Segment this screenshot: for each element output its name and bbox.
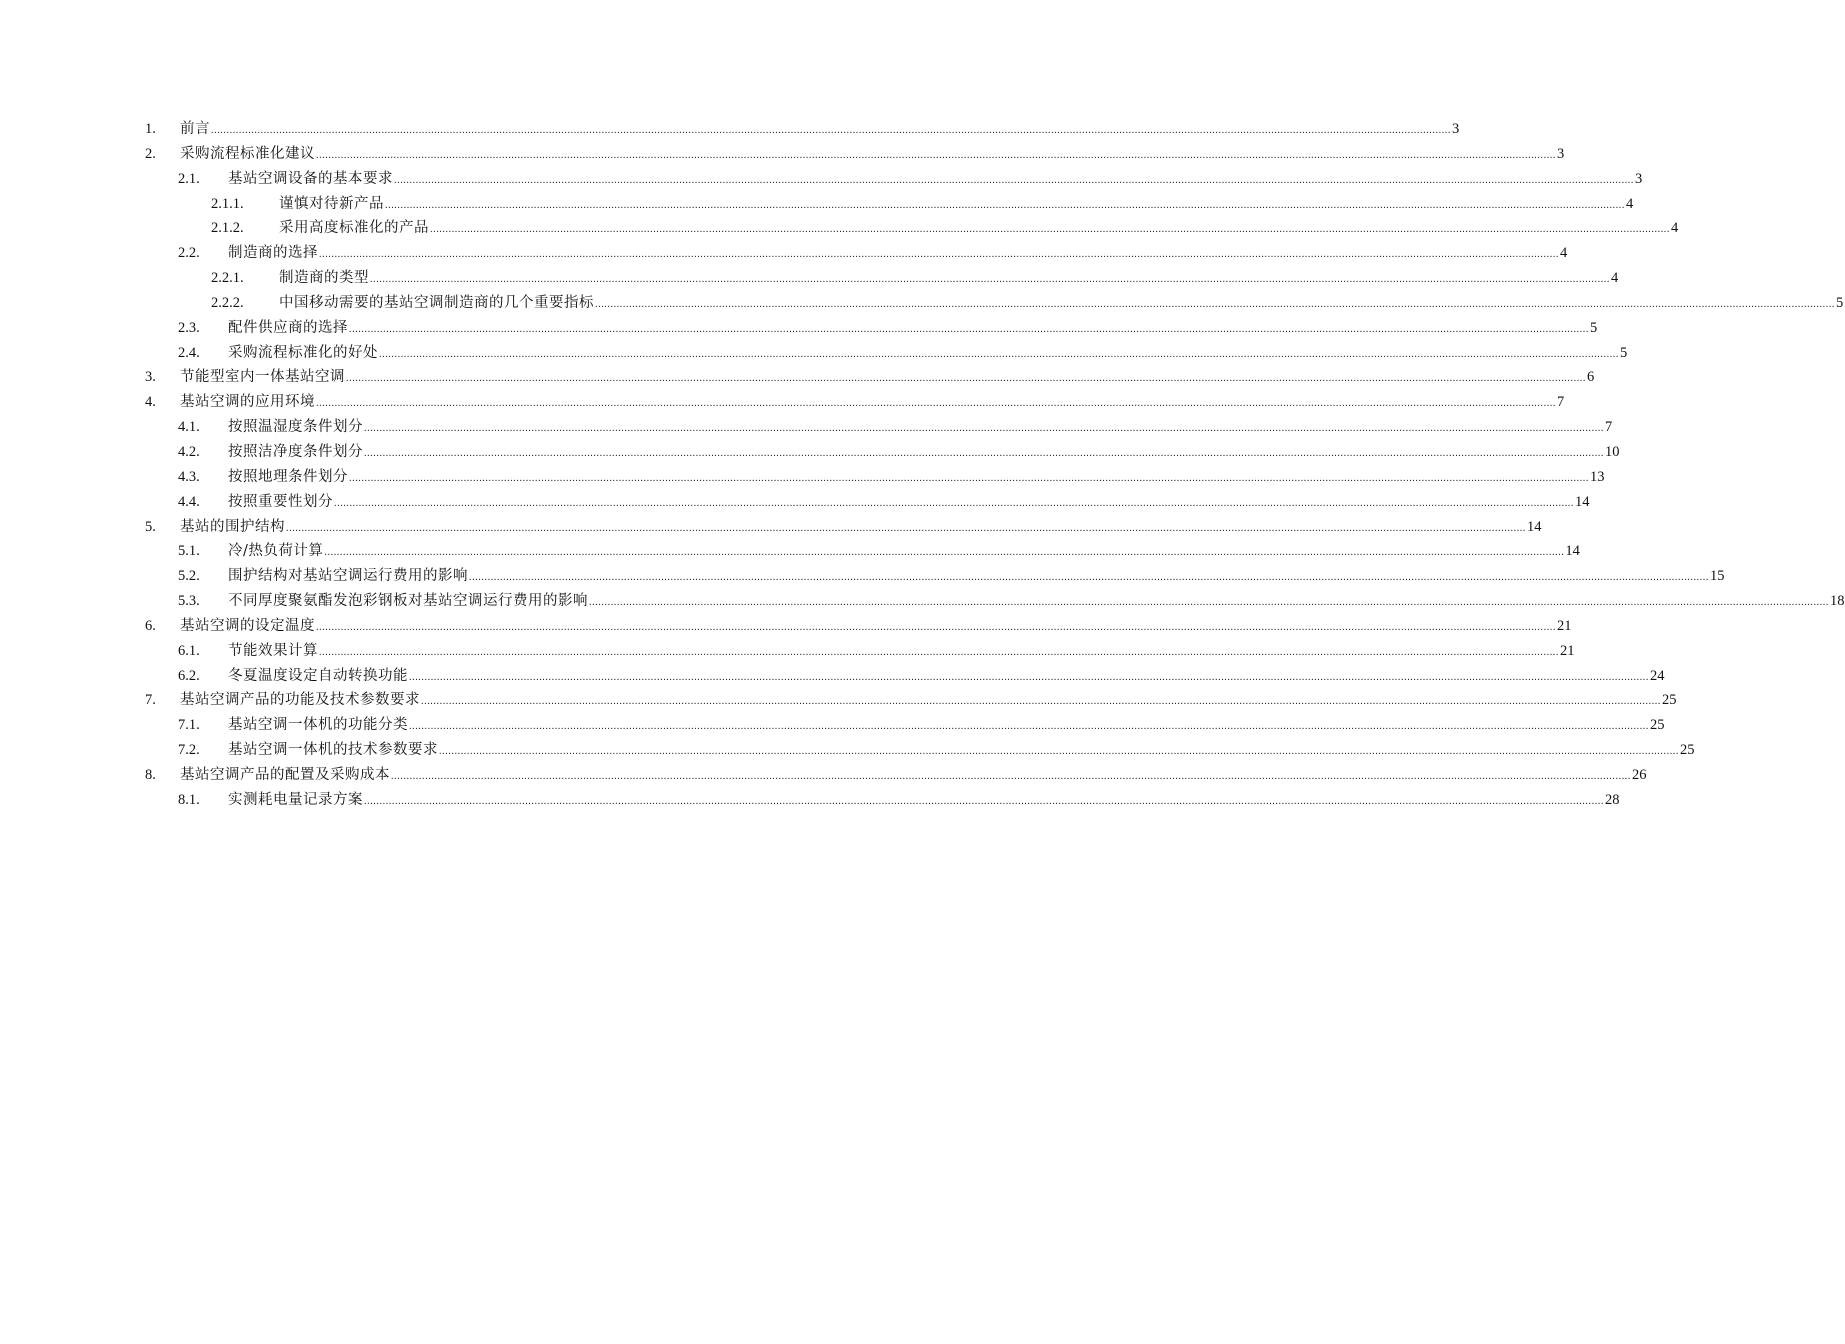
- toc-entry-line: [228, 440, 1620, 467]
- toc-entry-title[interactable]: 采购流程标准化建议: [180, 145, 315, 162]
- table-of-contents: [0, 117, 1845, 813]
- toc-entry-line: [228, 167, 1643, 194]
- toc-dot-leader: ................................................................................................................................................................................................................................................................................................................................................................................................................: [346, 373, 1586, 385]
- toc-entry[interactable]: [0, 738, 1695, 763]
- toc-entry-line: [228, 639, 1575, 666]
- toc-entry-page-number: 6: [1587, 369, 1595, 386]
- toc-entry-number: 4.4.: [178, 493, 200, 510]
- toc-entry-number: 2.2.: [178, 245, 200, 262]
- toc-entry-number: 2.4.: [178, 344, 200, 361]
- toc-entry-title[interactable]: 谨慎对待新产品: [279, 195, 384, 212]
- toc-entry-line: [180, 688, 1677, 715]
- toc-entry-title[interactable]: 基站空调一体机的技术参数要求: [228, 742, 438, 759]
- toc-entry[interactable]: [0, 664, 1665, 689]
- toc-entry-line: [180, 365, 1595, 392]
- toc-entry[interactable]: [0, 390, 1565, 415]
- toc-entry-number: 6.: [145, 617, 156, 634]
- toc-dot-leader: ................................................................................................................................................................................................................................................................................................................................................................................................................: [316, 621, 1556, 633]
- toc-entry-line: [228, 490, 1590, 517]
- toc-entry-number: 2.1.1.: [211, 195, 244, 212]
- toc-entry-line: [279, 216, 1679, 243]
- toc-entry-line: [180, 614, 1572, 641]
- toc-entry-number: 4.3.: [178, 468, 200, 485]
- toc-dot-leader: ................................................................................................................................................................................................................................................................................................................................................................................................................: [324, 547, 1565, 559]
- toc-entry-number: 7.: [145, 692, 156, 709]
- toc-entry[interactable]: [0, 614, 1572, 639]
- toc-entry-title[interactable]: 前言: [180, 121, 210, 137]
- toc-entry[interactable]: [0, 192, 1634, 217]
- toc-entry-line: [228, 415, 1613, 442]
- toc-dot-leader: ................................................................................................................................................................................................................................................................................................................................................................................................................: [391, 770, 1631, 782]
- toc-entry-page-number: 7: [1557, 394, 1565, 411]
- toc-dot-leader: ................................................................................................................................................................................................................................................................................................................................................................................................................: [319, 646, 1559, 658]
- toc-entry-page-number: 4: [1671, 220, 1679, 237]
- toc-dot-leader: ................................................................................................................................................................................................................................................................................................................................................................................................................: [421, 696, 1661, 708]
- toc-entry[interactable]: [0, 415, 1613, 440]
- toc-entry-page-number: 3: [1452, 121, 1460, 137]
- toc-dot-leader: ................................................................................................................................................................................................................................................................................................................................................................................................................: [364, 795, 1604, 807]
- toc-entry[interactable]: [0, 266, 1619, 291]
- toc-entry-line: [228, 564, 1725, 591]
- toc-entry-number: 5.2.: [178, 568, 200, 585]
- toc-entry-line: [228, 738, 1695, 765]
- toc-entry[interactable]: [0, 490, 1590, 515]
- toc-entry-title[interactable]: 基站空调产品的配置及采购成本: [180, 766, 390, 783]
- toc-entry-title[interactable]: 节能效果计算: [228, 642, 318, 659]
- toc-dot-leader: ................................................................................................................................................................................................................................................................................................................................................................................................................: [319, 249, 1559, 261]
- toc-entry[interactable]: [0, 589, 1845, 614]
- toc-entry-line: [279, 266, 1619, 293]
- toc-entry-page-number: 14: [1575, 493, 1590, 510]
- toc-entry-page-number: 18: [1830, 593, 1845, 610]
- toc-entry-page-number: 21: [1560, 642, 1575, 659]
- toc-entry-number: 2.2.1.: [211, 270, 244, 287]
- toc-dot-leader: ................................................................................................................................................................................................................................................................................................................................................................................................................: [349, 323, 1589, 335]
- toc-dot-leader: ................................................................................................................................................................................................................................................................................................................................................................................................................: [316, 149, 1556, 161]
- toc-entry-title[interactable]: 冬夏温度设定自动转换功能: [228, 667, 408, 684]
- toc-entry-number: 2.: [145, 145, 156, 162]
- toc-entry-page-number: 14: [1527, 518, 1542, 535]
- toc-entry-line: [180, 515, 1542, 542]
- toc-entry-page-number: 13: [1590, 468, 1605, 485]
- toc-entry[interactable]: [0, 365, 1595, 390]
- toc-entry-page-number: 14: [1565, 543, 1580, 560]
- toc-entry-number: 4.1.: [178, 419, 200, 436]
- toc-dot-leader: ................................................................................................................................................................................................................................................................................................................................................................................................................: [211, 125, 1451, 136]
- toc-entry-line: [279, 192, 1634, 219]
- toc-entry[interactable]: [0, 564, 1725, 589]
- toc-entry-page-number: 25: [1650, 717, 1665, 734]
- toc-entry[interactable]: [0, 465, 1605, 490]
- toc-entry-title[interactable]: 按照洁净度条件划分: [228, 443, 363, 460]
- toc-entry-number: 3.: [145, 369, 156, 386]
- toc-entry-title[interactable]: 不同厚度聚氨酯发泡彩钢板对基站空调运行费用的影响: [228, 593, 588, 610]
- toc-entry-number: 8.: [145, 766, 156, 783]
- toc-entry-title[interactable]: 基站空调一体机的功能分类: [228, 717, 408, 734]
- toc-entry-number: 2.1.: [178, 170, 200, 187]
- toc-entry-title[interactable]: 按照地理条件划分: [228, 468, 348, 485]
- toc-entry[interactable]: [0, 539, 1580, 564]
- toc-entry-title[interactable]: 按照重要性划分: [228, 493, 333, 510]
- toc-dot-leader: ................................................................................................................................................................................................................................................................................................................................................................................................................: [409, 721, 1649, 733]
- toc-entry-page-number: 15: [1710, 568, 1725, 585]
- toc-entry-page-number: 3: [1557, 145, 1565, 162]
- toc-dot-leader: ................................................................................................................................................................................................................................................................................................................................................................................................................: [385, 199, 1625, 211]
- toc-dot-leader: ................................................................................................................................................................................................................................................................................................................................................................................................................: [439, 746, 1679, 758]
- toc-entry-title[interactable]: 围护结构对基站空调运行费用的影响: [228, 568, 468, 585]
- toc-entry-page-number: 5: [1590, 319, 1598, 336]
- toc-entry-page-number: 10: [1605, 443, 1620, 460]
- toc-entry-page-number: 24: [1650, 667, 1665, 684]
- toc-entry[interactable]: [0, 142, 1565, 167]
- toc-entry-page-number: 26: [1632, 766, 1647, 783]
- toc-entry-number: 5.: [145, 518, 156, 535]
- toc-entry-line: [279, 291, 1844, 318]
- toc-dot-leader: ................................................................................................................................................................................................................................................................................................................................................................................................................: [316, 398, 1556, 410]
- toc-dot-leader: ................................................................................................................................................................................................................................................................................................................................................................................................................: [349, 472, 1589, 484]
- toc-entry-title[interactable]: 采购流程标准化的好处: [228, 344, 378, 361]
- toc-dot-leader: ................................................................................................................................................................................................................................................................................................................................................................................................................: [379, 348, 1619, 360]
- toc-entry-line: [228, 241, 1568, 268]
- toc-entry-number: 2.3.: [178, 319, 200, 336]
- toc-entry[interactable]: [0, 216, 1679, 241]
- toc-entry[interactable]: [0, 688, 1677, 713]
- toc-dot-leader: ................................................................................................................................................................................................................................................................................................................................................................................................................: [364, 447, 1604, 459]
- toc-entry-number: 7.2.: [178, 742, 200, 759]
- toc-entry-number: 6.1.: [178, 642, 200, 659]
- toc-entry-line: [228, 539, 1580, 566]
- toc-entry-line: [180, 117, 1460, 144]
- toc-entry[interactable]: [0, 440, 1620, 465]
- toc-entry-number: 4.: [145, 394, 156, 411]
- toc-entry-number: 1.: [145, 121, 156, 137]
- toc-entry-number: 6.2.: [178, 667, 200, 684]
- toc-dot-leader: ................................................................................................................................................................................................................................................................................................................................................................................................................: [430, 224, 1670, 236]
- toc-entry[interactable]: [0, 167, 1643, 192]
- toc-entry-number: 5.3.: [178, 593, 200, 610]
- toc-entry-page-number: 4: [1560, 245, 1568, 262]
- toc-entry-line: [228, 713, 1665, 740]
- toc-entry-number: 2.1.2.: [211, 220, 244, 237]
- toc-entry-line: [228, 589, 1845, 616]
- toc-entry-page-number: 25: [1680, 742, 1695, 759]
- toc-dot-leader: ................................................................................................................................................................................................................................................................................................................................................................................................................: [595, 298, 1835, 310]
- toc-entry[interactable]: [0, 241, 1568, 266]
- toc-entry-page-number: 4: [1611, 270, 1619, 287]
- toc-entry-title[interactable]: 基站空调产品的功能及技术参数要求: [180, 692, 420, 709]
- toc-entry-line: [180, 390, 1565, 417]
- toc-entry-page-number: 3: [1635, 170, 1643, 187]
- toc-dot-leader: ................................................................................................................................................................................................................................................................................................................................................................................................................: [334, 497, 1574, 509]
- toc-entry-title[interactable]: 基站空调的应用环境: [180, 394, 315, 411]
- toc-dot-leader: ................................................................................................................................................................................................................................................................................................................................................................................................................: [394, 174, 1634, 186]
- toc-entry-number: 8.1.: [178, 791, 200, 808]
- toc-entry-line: [228, 316, 1598, 343]
- toc-entry[interactable]: [0, 763, 1647, 788]
- toc-entry-number: 5.1.: [178, 543, 200, 560]
- toc-entry-line: [180, 763, 1647, 790]
- toc-entry-title[interactable]: 实测耗电量记录方案: [228, 791, 363, 808]
- toc-dot-leader: ................................................................................................................................................................................................................................................................................................................................................................................................................: [469, 572, 1709, 584]
- toc-entry-line: [228, 465, 1605, 492]
- toc-entry[interactable]: [0, 639, 1575, 664]
- toc-entry[interactable]: [0, 341, 1628, 366]
- toc-entry[interactable]: [0, 316, 1598, 341]
- toc-entry-page-number: 28: [1605, 791, 1620, 808]
- toc-entry-title[interactable]: 基站空调设备的基本要求: [228, 170, 393, 187]
- toc-entry-line: [228, 664, 1665, 691]
- toc-entry[interactable]: [0, 117, 1460, 142]
- toc-entry-page-number: 5: [1620, 344, 1628, 361]
- toc-entry-title[interactable]: 中国移动需要的基站空调制造商的几个重要指标: [279, 294, 594, 311]
- toc-dot-leader: ................................................................................................................................................................................................................................................................................................................................................................................................................: [409, 671, 1649, 683]
- toc-entry-title[interactable]: 配件供应商的选择: [228, 319, 348, 336]
- toc-entry-number: 2.2.2.: [211, 294, 244, 311]
- toc-entry-page-number: 5: [1836, 294, 1844, 311]
- toc-entry-number: 4.2.: [178, 443, 200, 460]
- toc-entry-title[interactable]: 按照温湿度条件划分: [228, 419, 363, 436]
- toc-entry[interactable]: [0, 515, 1542, 540]
- toc-entry-page-number: 21: [1557, 617, 1572, 634]
- toc-entry[interactable]: [0, 713, 1665, 738]
- toc-entry-title[interactable]: 采用高度标准化的产品: [279, 220, 429, 237]
- toc-entry-line: [228, 341, 1628, 368]
- toc-dot-leader: ................................................................................................................................................................................................................................................................................................................................................................................................................: [364, 423, 1604, 435]
- toc-entry-title[interactable]: 制造商的选择: [228, 245, 318, 262]
- toc-entry-title[interactable]: 基站的围护结构: [180, 518, 285, 535]
- toc-entry-page-number: 7: [1605, 419, 1613, 436]
- toc-dot-leader: ................................................................................................................................................................................................................................................................................................................................................................................................................: [370, 274, 1610, 286]
- toc-entry-number: 7.1.: [178, 717, 200, 734]
- toc-entry-line: [228, 788, 1620, 815]
- toc-dot-leader: ................................................................................................................................................................................................................................................................................................................................................................................................................: [589, 597, 1829, 609]
- toc-entry-title[interactable]: 节能型室内一体基站空调: [180, 369, 345, 386]
- toc-entry-line: [180, 142, 1565, 169]
- toc-dot-leader: ................................................................................................................................................................................................................................................................................................................................................................................................................: [286, 522, 1526, 534]
- toc-entry[interactable]: [0, 788, 1620, 813]
- toc-entry[interactable]: [0, 291, 1844, 316]
- toc-entry-page-number: 4: [1626, 195, 1634, 212]
- toc-entry-title[interactable]: 冷/热负荷计算: [228, 543, 324, 560]
- toc-entry-title[interactable]: 制造商的类型: [279, 270, 369, 287]
- toc-entry-page-number: 25: [1662, 692, 1677, 709]
- toc-entry-title[interactable]: 基站空调的设定温度: [180, 617, 315, 634]
